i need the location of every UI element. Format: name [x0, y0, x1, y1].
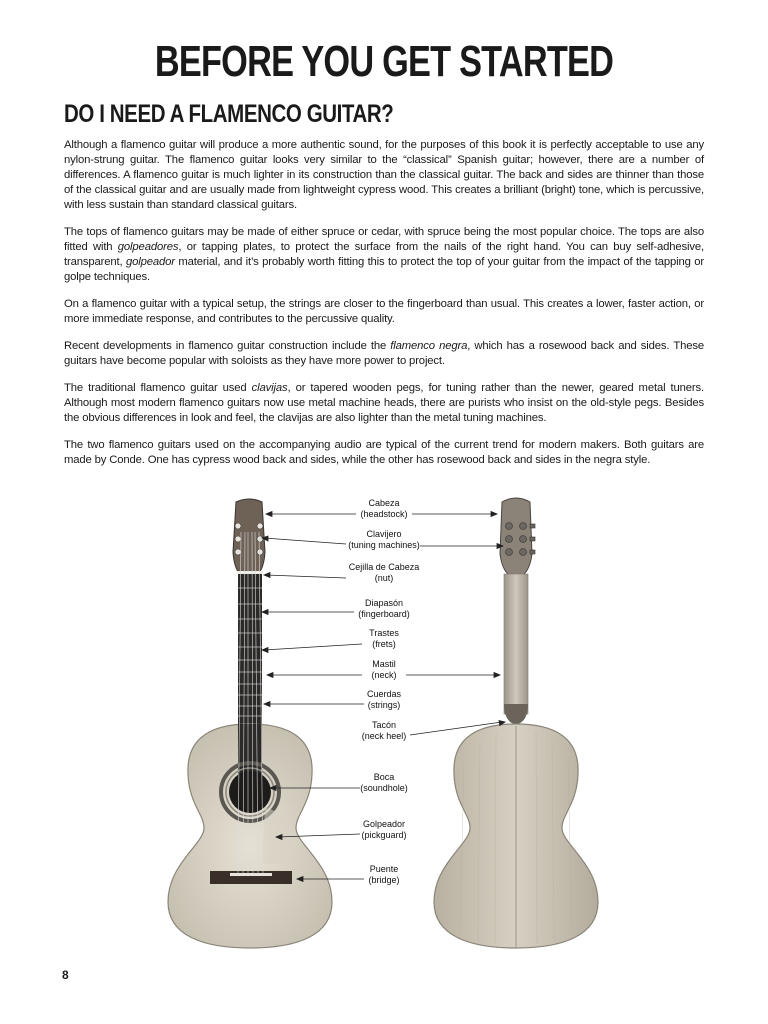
italic-term: flamenco negra: [390, 340, 468, 352]
label-bridge-english: (bridge): [368, 875, 400, 885]
label-strings-english: (strings): [367, 700, 401, 710]
label-fingerboard-english: (fingerboard): [358, 609, 410, 619]
label-pickguard: [334, 819, 434, 841]
paragraph: [64, 381, 704, 426]
front-guitar: [168, 499, 332, 948]
text-run: The traditional flamenco guitar used: [64, 382, 252, 394]
text-run: The two flamenco guitars used on the accompanying audio are typical of the current trend for modern makers. Both guitars are made by Conde. One has cypress wood back and sides, while the other has rosewood back and sides in the negra style.: [64, 439, 704, 466]
text-run: The tops of flamenco guitars may be made of either spruce or cedar, with spruce being the most popular choice. The tops are also fitted with: [64, 226, 704, 253]
paragraph: [64, 138, 704, 213]
label-tuning-machines-spanish: Clavijero: [366, 529, 402, 539]
text-run: material, and it’s probably worth fitting this to protect the top of your guitar from the impact of the tapping or golpe techniques.: [64, 256, 704, 283]
label-neck-heel-english: (neck heel): [361, 731, 407, 741]
back-neck-heel: [504, 704, 528, 724]
label-nut: [334, 562, 434, 584]
text-run: , which has a rosewood back and sides. These guitars have become popular with soloists as they have more power to project.: [64, 340, 704, 367]
page-title: BEFORE YOU GET STARTED: [154, 37, 614, 86]
back-tuning-machines: [506, 523, 536, 556]
label-soundhole: [334, 772, 434, 794]
label-bridge-spanish: Puente: [369, 864, 399, 874]
label-pickguard-spanish: Golpeador: [362, 819, 406, 829]
body-text: [64, 138, 704, 480]
label-bridge: [334, 864, 434, 886]
back-guitar: [434, 498, 598, 948]
label-headstock-english: (headstock): [360, 509, 408, 519]
label-headstock-spanish: Cabeza: [368, 498, 400, 508]
italic-term: clavijas: [251, 382, 288, 394]
text-run: Recent developments in flamenco guitar construction include the: [64, 340, 391, 352]
label-soundhole-spanish: Boca: [373, 772, 395, 782]
front-soundhole: [229, 771, 271, 813]
text-run: Although a flamenco guitar will produce a more authentic sound, for the purposes of this book it is perfectly acceptable to use any nylon-strung guitar. The flamenco guitar looks very similar to the “classical” Spanish guitar; however, there are a number of differences. A flamenco guitar is much lighter in its construction than the classical guitar. The back and sides are thinner than those of the classical guitar and are usually made from lightweight cypress wood. This creates a brilliant (bright) tone, which is percussive, with less sustain than standard classical guitars.: [64, 139, 704, 211]
guitar-anatomy-diagram: [0, 492, 768, 954]
paragraph: [64, 225, 704, 285]
italic-term: golpeadores: [117, 241, 179, 253]
label-soundhole-english: (soundhole): [360, 783, 408, 793]
page-number: 8: [62, 968, 69, 982]
text-run: , or tapered wooden pegs, for tuning rather than the newer, geared metal tuners. Although most modern flamenco guitars now use metal machine heads, there are purists who insist on the old-style pegs. Besides the obvious differences in look and feel, the clavijas are also lighter than the metal tuning machines.: [64, 382, 705, 424]
label-nut-english: (nut): [374, 573, 394, 583]
label-tuning-machines-english: (tuning machines): [348, 540, 420, 550]
label-frets: [334, 628, 434, 650]
section-heading: DO I NEED A FLAMENCO GUITAR?: [64, 100, 394, 128]
back-neck: [504, 574, 528, 714]
label-frets-spanish: Trastes: [369, 628, 399, 638]
text-run: On a flamenco guitar with a typical setup, the strings are closer to the fingerboard than usual. This creates a lower, faster action, or more immediate response, and contributes to the percussive quality.: [64, 298, 704, 325]
text-run: , or tapping plates, to protect the surface from the nails of the right hand. You can buy self-adhesive, transparent,: [64, 241, 704, 268]
paragraph: [64, 297, 704, 327]
italic-term: golpeador: [125, 256, 175, 268]
label-nut-spanish: Cejilla de Cabeza: [348, 562, 420, 572]
label-neck-english: (neck): [371, 670, 397, 680]
back-headstock: [500, 498, 532, 576]
label-neck: [334, 659, 434, 681]
label-fingerboard-spanish: Diapasón: [364, 598, 404, 608]
label-frets-english: (frets): [372, 639, 396, 649]
label-pickguard-english: (pickguard): [361, 830, 407, 840]
paragraph: [64, 438, 704, 468]
label-headstock: [334, 498, 434, 520]
label-neck-spanish: Mastil: [372, 659, 396, 669]
label-tuning-machines: [334, 529, 434, 551]
label-neck-heel: [334, 720, 434, 742]
label-fingerboard: [334, 598, 434, 620]
label-neck-heel-spanish: Tacón: [371, 720, 397, 730]
front-bridge: [210, 871, 292, 884]
label-strings-spanish: Cuerdas: [366, 689, 402, 699]
paragraph: [64, 339, 704, 369]
label-strings: [334, 689, 434, 711]
